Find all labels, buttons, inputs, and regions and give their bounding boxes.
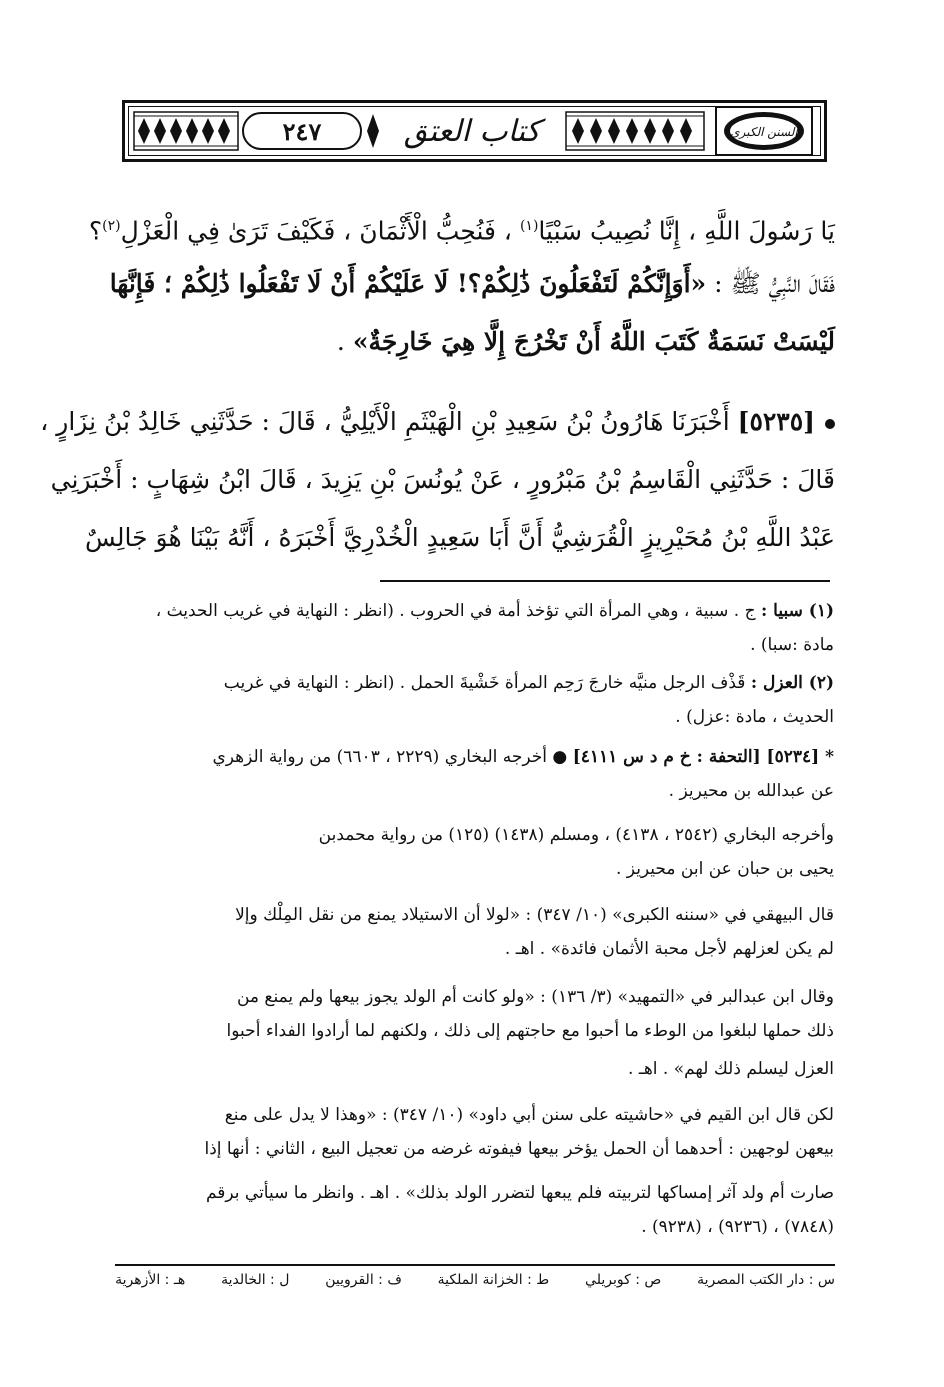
footnote-separator [380,580,830,582]
siglum: ف : القرويين [325,1272,402,1288]
main-text [40,202,835,582]
takhrij-line-8: ذلك حملها لبلغوا من الوطء ما أحبوا مع حاجتهم إلى ذلك ، ولكنهم لما أرادوا الفداء أحبوا [226,1021,834,1041]
siglum: ل : الخالدية [221,1272,290,1288]
bullet-icon [825,419,835,429]
takhrij-line-12: صارت أم ولد آثر إمساكها لتربيته فلم يبعها لتضرر الولد بذلك» . اهـ . وانظر ما سيأتي برقم [205,1183,834,1203]
text-line-3: لَيْسَتْ نَسَمَةٌ كَتَبَ اللَّهُ أَنْ تَخْرُجَ إِلَّا هِيَ خَارِجَةٌ» . [336,327,835,356]
footnote-2-line-1: (٢) العزل : قَذْف الرجل منيَّه خارجَ رَحِم المرأة خَشْيةَ الحمل . (انظر : النهاية في غريب [223,673,834,693]
book-logo-icon [715,106,813,156]
footnote-ref-2[interactable]: (٢) [102,218,121,234]
takhrij-line-13: (٧٨٤٨) ، (٩٢٣٦) ، (٩٢٣٨) . [641,1217,834,1237]
text-line-1: يَا رَسُولَ اللَّهِ ، إِنَّا نُصِيبُ سَبْيًا$^{(١)}$ ، فَنُحِبُّ الْأَثْمَانَ ، فَكَيْفَ تَرَىٰ فِي الْعَزْلِ$^{(٢)}$؟ [88,216,835,246]
sigla-separator [115,1264,835,1266]
footnote-ref-1[interactable]: (١) [519,218,539,234]
footnote-2-line-2: الحديث ، مادة :عزل) . [675,707,834,727]
book-logo [715,106,813,156]
takhrij-line-7: وقال ابن عبدالبر في «التمهيد» (٣/ ١٣٦) : «ولو كانت أم الولد يجوز بيعها ولم يمنع من [236,987,834,1007]
takhrij-line-1: * [٥٢٣٤] [التحفة : خ م د س ٤١١١] ● أخرجه البخاري (٢٢٢٩ ، ٦٦٠٣) من رواية الزهري [212,747,834,767]
siglum: ص : كوبريلي [585,1272,662,1288]
siglum: هـ : الأزهرية [115,1272,186,1288]
hadith-5235-line-1: [٥٢٣٥] أَخْبَرَنَا هَارُونُ بْنُ سَعِيدِ بْنِ الْهَيْثَمِ الْأَيْلِيُّ ، قَالَ : حَدَّثَنِي خَالِدُ بْنُ نِزَارٍ ، [115,398,835,446]
manuscript-sigla [115,1272,835,1300]
hadith-5235-line-3: عَبْدُ اللَّهِ بْنُ مُحَيْرِيزٍ الْقُرَشِيُّ أَنَّ أَبَا سَعِيدٍ الْخُدْرِيَّ أَخْبَرَهُ ، أَنَّهُ بَيْنَا هُوَ جَالِسٌ [85,523,835,552]
takhrij-line-2: عن عبدالله بن محيريز . [668,781,834,801]
siglum: ط : الخزانة الملكية [437,1272,550,1288]
ornament-strip-left-icon [134,112,238,150]
takhrij-line-9: العزل ليسلم ذلك لهم» . اهـ . [628,1059,834,1079]
hadith-5235-line-2: قَالَ : حَدَّثَنِي الْقَاسِمُ بْنُ مَبْرُورٍ ، عَنْ يُونُسَ بْنِ يَزِيدَ ، قَالَ ابْنُ شِهَابٍ : أَخْبَرَنِي [50,465,835,494]
text-line-2: فَقَالَ النَّبِيُّ ﷺ : «أَوَإِنَّكُمْ لَتَفْعَلُونَ ذَٰلِكُمْ؟! لَا عَلَيْكُمْ أَنْ لَا تَفْعَلُوا ذَٰلِكُمْ ؛ فَإِنَّهَا [109,269,835,298]
footnote-1-line-1: (١) سبيا : ج . سبية ، وهي المرأة التي تؤخذ أمة في الحروب . (انظر : النهاية في غريب الحديث ، [155,601,834,621]
svg-text:السنن الكبرى: السنن الكبرى [730,125,798,139]
chapter-title: كتاب العتق [403,113,541,149]
ornament-divider-icon [366,112,380,150]
page-header [122,100,827,162]
ornament-strip-right-icon [566,112,704,150]
takhrij-line-4: يحيى بن حبان عن ابن محيريز . [616,859,834,879]
page-number: ٢٤٧ [242,112,362,150]
takhrij-line-6: لم يكن لعزلهم لأجل محبة الأثمان فائدة» . اهـ . [504,939,834,959]
takhrij-line-11: بيعهن لوجهين : أحدهما أن الحمل يؤخر بيعها فيفوته غرضه من تعجيل البيع ، الثاني : أنها إذا [204,1139,834,1159]
takhrij-line-3: وأخرجه البخاري (٢٥٤٢ ، ٤١٣٨) ، ومسلم (١٤٣٨) (١٢٥) من رواية محمدبن [318,825,834,845]
siglum: س : دار الكتب المصرية [697,1272,835,1288]
footnote-1-line-2: مادة :سبا) . [750,635,834,655]
takhrij-line-5: قال البيهقي في «سننه الكبرى» (١٠/ ٣٤٧) : «لولا أن الاستيلاد يمنع من نقل المِلْك وإلا [235,905,834,925]
takhrij-line-10: لكن قال ابن القيم في «حاشيته على سنن أبي داود» (١٠/ ٣٤٧) : «وهذا لا يدل على منع [224,1105,834,1125]
